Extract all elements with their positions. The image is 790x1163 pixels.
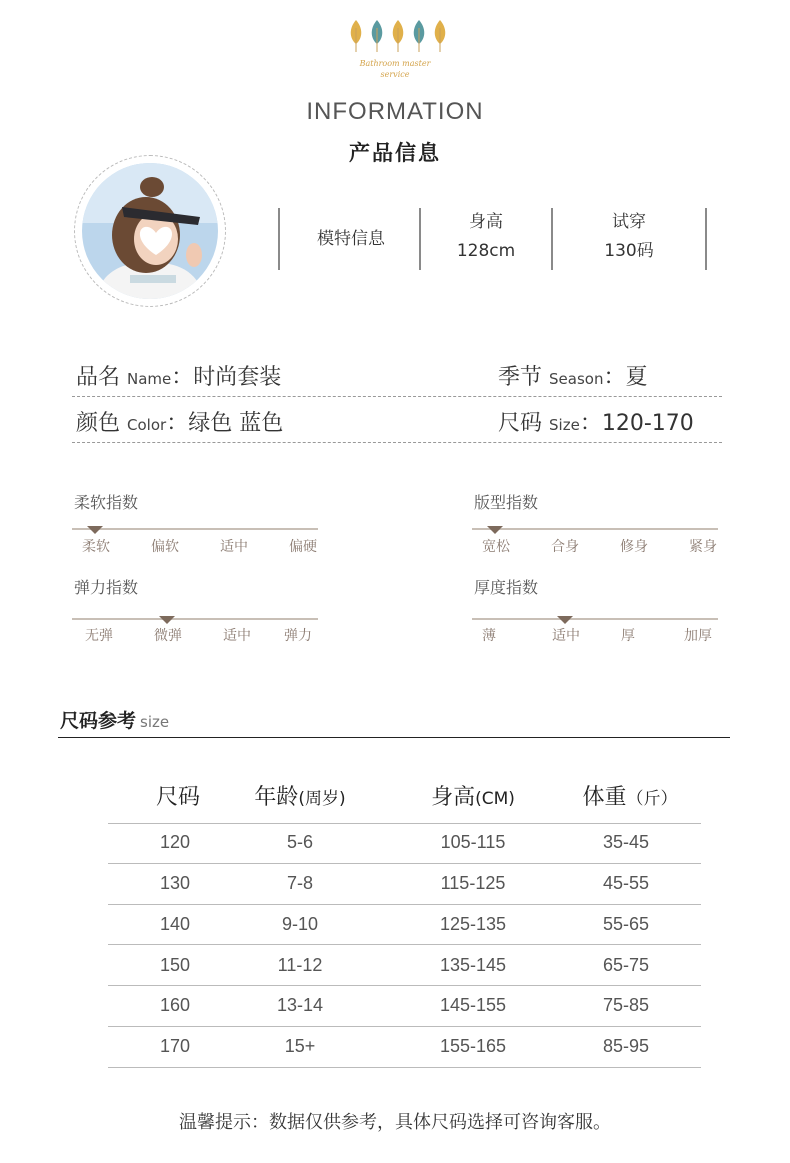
footer-note: 温馨提示：数据仅供参考，具体尺码选择可咨询客服。 — [179, 1112, 611, 1133]
table-cell-size: 140 — [159, 914, 191, 934]
softness-option: 偏硬 — [289, 539, 317, 555]
table-cell-age: 5-6 — [286, 832, 313, 852]
col-header-height-text: 身高 — [431, 785, 476, 810]
leaves-logo-icon — [348, 18, 448, 56]
fit-option: 修身 — [620, 539, 648, 555]
model-height-label: 身高 — [469, 212, 503, 232]
col-header-age — [225, 780, 375, 811]
brand-line-2: service — [380, 70, 410, 79]
table-cell-height: 155-165 — [439, 1036, 507, 1056]
elasticity-option: 适中 — [223, 628, 251, 644]
fit-option: 紧身 — [689, 539, 717, 555]
model-height-cell — [421, 208, 551, 270]
thickness-option: 薄 — [482, 628, 496, 644]
thickness-index-marker — [557, 616, 573, 624]
information-title: INFORMATION — [306, 98, 484, 125]
table-row-line — [108, 904, 701, 905]
fit-index-line — [472, 528, 718, 530]
col-header-height-unit: (CM) — [475, 789, 515, 809]
size-row: 尺码 Size：120-170 — [498, 411, 694, 436]
elasticity-index-marker — [159, 616, 175, 624]
leaf-icon — [390, 18, 406, 54]
table-cell-size: 120 — [159, 832, 191, 852]
elasticity-index-line — [72, 618, 318, 620]
dashed-divider — [72, 442, 722, 443]
season-en: Season — [549, 370, 604, 388]
size-chart-heading-text: 尺码参考 — [60, 710, 137, 732]
elasticity-option: 弹力 — [284, 628, 312, 644]
table-cell-height: 135-145 — [439, 955, 507, 975]
col-header-age-unit: (周岁) — [298, 789, 346, 809]
thickness-option: 适中 — [552, 628, 580, 644]
model-divider — [705, 208, 707, 270]
col-header-age-text: 年龄 — [254, 785, 299, 810]
table-cell-age: 11-12 — [277, 955, 323, 975]
table-cell-weight: 85-95 — [602, 1036, 650, 1056]
size-chart-heading — [60, 706, 169, 733]
fit-option: 宽松 — [482, 539, 510, 555]
col-header-weight-unit: （斤） — [626, 789, 678, 809]
color-value: 绿色 蓝色 — [188, 411, 284, 436]
table-cell-height: 145-155 — [439, 995, 507, 1015]
product-info-title: 产品信息 — [349, 141, 441, 165]
table-cell-size: 130 — [159, 873, 191, 893]
table-row-line — [108, 1026, 701, 1027]
table-cell-size: 170 — [159, 1036, 191, 1056]
season-row: 季节 Season：夏 — [498, 365, 648, 390]
thickness-index-title: 厚度指数 — [474, 578, 539, 597]
elasticity-option: 微弹 — [154, 628, 182, 644]
table-row-line — [108, 1067, 701, 1068]
col-header-height — [398, 780, 548, 811]
size-value: 120-170 — [601, 411, 694, 436]
fit-index-marker — [487, 526, 503, 534]
model-info-label — [282, 208, 420, 270]
brand-text — [340, 58, 450, 80]
table-cell-weight: 55-65 — [602, 914, 650, 934]
table-cell-weight: 75-85 — [602, 995, 650, 1015]
col-header-weight-text: 体重 — [582, 785, 627, 810]
table-cell-height: 105-115 — [440, 832, 506, 852]
model-tryon-label: 试穿 — [612, 212, 646, 232]
table-cell-size: 150 — [159, 955, 191, 975]
model-tryon-value: 130码 — [604, 241, 654, 261]
elasticity-option: 无弹 — [85, 628, 113, 644]
softness-option: 适中 — [220, 539, 248, 555]
elasticity-index-title: 弹力指数 — [74, 578, 139, 597]
table-cell-age: 9-10 — [281, 914, 319, 934]
table-cell-size: 160 — [159, 995, 191, 1015]
product-name-value: 时尚套装 — [193, 365, 282, 390]
color-label: 颜色 — [76, 411, 121, 436]
fit-index-title: 版型指数 — [474, 493, 539, 512]
size-label: 尺码 — [498, 411, 543, 436]
softness-option: 偏软 — [151, 539, 179, 555]
model-height-value: 128cm — [456, 241, 516, 261]
model-avatar — [82, 163, 218, 299]
season-value: 夏 — [625, 365, 648, 390]
size-chart-heading-en: size — [140, 713, 170, 731]
softness-index-title: 柔软指数 — [74, 493, 139, 512]
col-header-size — [118, 780, 238, 811]
model-info-label-text: 模特信息 — [317, 229, 385, 249]
table-cell-weight: 65-75 — [602, 955, 650, 975]
size-chart-rule — [58, 737, 730, 738]
model-divider — [278, 208, 280, 270]
leaf-icon — [411, 18, 427, 54]
table-cell-weight: 45-55 — [602, 873, 650, 893]
leaf-icon — [432, 18, 448, 54]
table-cell-height: 115-125 — [440, 873, 506, 893]
table-cell-age: 15+ — [284, 1036, 316, 1056]
table-cell-weight: 35-45 — [602, 832, 650, 852]
col-header-weight — [555, 780, 705, 811]
leaf-icon — [348, 18, 364, 54]
brand-line-1: Bathroom master — [359, 59, 431, 68]
table-row-line — [108, 985, 701, 986]
softness-index-line — [72, 528, 318, 530]
softness-option: 柔软 — [82, 539, 110, 555]
col-header-size-text: 尺码 — [155, 785, 200, 810]
table-row-line — [108, 823, 701, 824]
season-label: 季节 — [498, 365, 543, 390]
table-cell-age: 13-14 — [276, 995, 324, 1015]
product-name-en: Name — [127, 370, 172, 388]
color-row: 颜色 Color：绿色 蓝色 — [76, 411, 284, 436]
product-name-row: 品名 Name：时尚套装 — [76, 365, 282, 390]
model-tryon-cell — [553, 208, 705, 270]
color-en: Color — [127, 416, 167, 434]
size-en: Size — [549, 416, 580, 434]
table-row-line — [108, 863, 701, 864]
fit-option: 合身 — [551, 539, 579, 555]
softness-index-marker — [87, 526, 103, 534]
thickness-option: 加厚 — [684, 628, 712, 644]
thickness-index-line — [472, 618, 718, 620]
product-name-label: 品名 — [76, 365, 121, 390]
table-cell-age: 7-8 — [286, 873, 313, 893]
table-row-line — [108, 944, 701, 945]
table-cell-height: 125-135 — [439, 914, 507, 934]
thickness-option: 厚 — [621, 628, 635, 644]
dashed-divider — [72, 396, 722, 397]
leaf-icon — [369, 18, 385, 54]
